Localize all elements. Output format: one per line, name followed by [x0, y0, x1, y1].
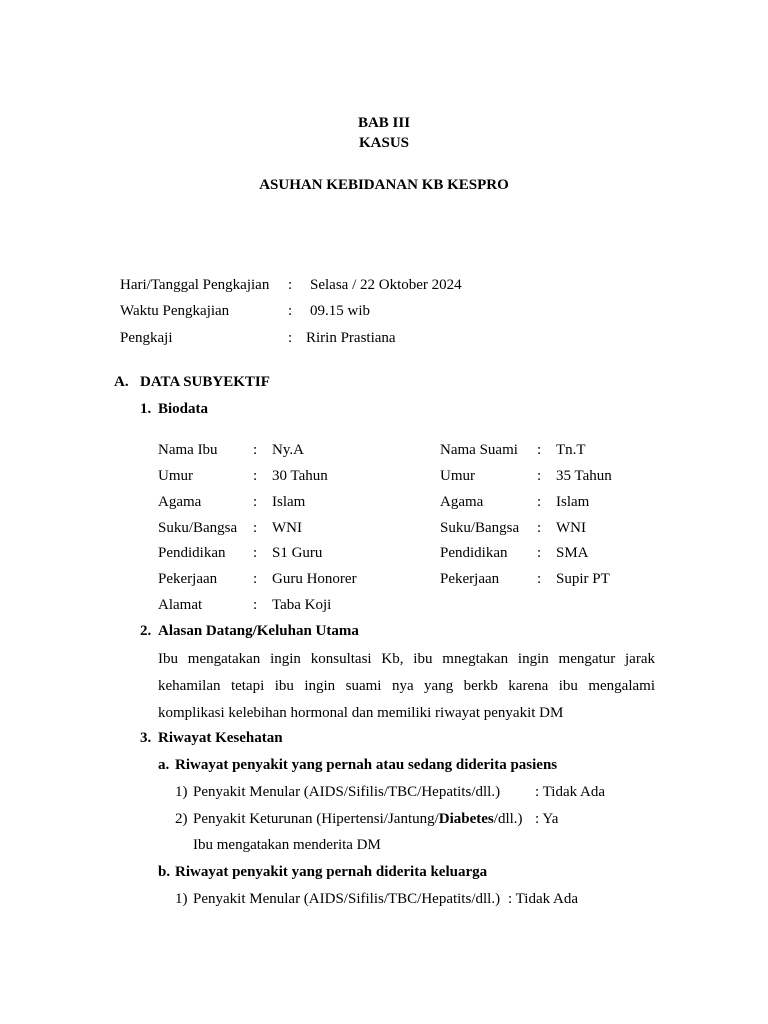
history-b-marker: b.	[158, 864, 171, 880]
husband-religion-label: Agama	[440, 494, 484, 510]
history-b-item1-answer: : Tidak Ada	[508, 891, 579, 907]
history-a-item2-text-bold: Diabetes	[438, 811, 494, 827]
wife-address-value: Taba Koji	[272, 597, 332, 613]
wife-age-label: Umur	[158, 468, 193, 484]
assessment-time-colon: :	[288, 303, 293, 319]
husband-education-label: Pendidikan	[440, 545, 508, 561]
husband-occupation-colon: :	[537, 571, 542, 587]
wife-occupation-label: Pekerjaan	[158, 571, 218, 587]
wife-address-colon: :	[253, 597, 258, 613]
wife-name-label: Nama Ibu	[158, 442, 218, 458]
husband-religion-value: Islam	[556, 494, 590, 510]
wife-education-colon: :	[253, 545, 258, 561]
husband-name-label: Nama Suami	[440, 442, 518, 458]
wife-religion-value: Islam	[272, 494, 306, 510]
wife-occupation-colon: :	[253, 571, 258, 587]
assessment-date-value: Selasa / 22 Oktober 2024	[310, 277, 462, 293]
wife-age-value: 30 Tahun	[272, 468, 328, 484]
history-a-item2-answer: : Ya	[535, 811, 559, 827]
husband-education-value: SMA	[556, 545, 589, 561]
wife-religion-colon: :	[253, 494, 258, 510]
wife-religion-label: Agama	[158, 494, 202, 510]
wife-education-label: Pendidikan	[158, 545, 226, 561]
history-b-title: Riwayat penyakit yang pernah diderita keluarga	[175, 864, 488, 880]
wife-address-label: Alamat	[158, 597, 203, 613]
complaint-number: 2.	[140, 623, 152, 639]
husband-occupation-label: Pekerjaan	[440, 571, 500, 587]
assessor-value: Ririn Prastiana	[306, 330, 396, 346]
husband-age-label: Umur	[440, 468, 475, 484]
history-b-item1-text: Penyakit Menular (AIDS/Sifilis/TBC/Hepatits/dll.)	[193, 891, 501, 907]
husband-religion-colon: :	[537, 494, 542, 510]
husband-name-colon: :	[537, 442, 542, 458]
health-history-title: Riwayat Kesehatan	[158, 730, 283, 746]
wife-name-colon: :	[253, 442, 258, 458]
assessment-date-colon: :	[288, 277, 293, 293]
history-b-item1-number: 1)	[175, 891, 188, 907]
health-history-number: 3.	[140, 730, 152, 746]
husband-occupation-value: Supir PT	[556, 571, 610, 587]
history-a-item2-number: 2)	[175, 811, 188, 827]
assessment-date-label: Hari/Tanggal Pengkajian	[120, 277, 270, 293]
husband-ethnicity-colon: :	[537, 520, 542, 536]
chapter-title: KASUS	[358, 135, 410, 151]
history-a-item2-note: Ibu mengatakan menderita DM	[193, 837, 381, 853]
wife-ethnicity-value: WNI	[272, 520, 302, 536]
complaint-paragraph: Ibu mengatakan ingin konsultasi Kb, ibu mnegtakan ingin mengatur jarak kehamilan tetapi ibu ingin suami nya yang berkb karena ibu mengalami komplikasi kelebihan hormonal dan memiliki riwayat penyakit DM	[158, 651, 655, 721]
wife-name-value: Ny.A	[272, 442, 304, 458]
history-a-item2-text-pre: Penyakit Keturunan (Hipertensi/Jantung/	[193, 811, 439, 827]
assessor-label: Pengkaji	[120, 330, 173, 346]
assessment-time-label: Waktu Pengkajian	[120, 303, 230, 319]
wife-ethnicity-label: Suku/Bangsa	[158, 520, 238, 536]
history-a-item2-text	[193, 810, 523, 828]
wife-age-colon: :	[253, 468, 258, 484]
assessor-colon: :	[288, 330, 293, 346]
chapter-heading: BAB III	[357, 115, 411, 131]
history-a-item1-answer: : Tidak Ada	[535, 784, 606, 800]
wife-ethnicity-colon: :	[253, 520, 258, 536]
complaint-title: Alasan Datang/Keluhan Utama	[158, 623, 359, 639]
biodata-title: Biodata	[158, 401, 209, 417]
husband-name-value: Tn.T	[556, 442, 586, 458]
section-a-marker: A.	[114, 374, 129, 390]
section-a-title: DATA SUBYEKTIF	[140, 374, 270, 390]
document-title: ASUHAN KEBIDANAN KB KESPRO	[259, 177, 509, 193]
husband-age-colon: :	[537, 468, 542, 484]
husband-ethnicity-value: WNI	[556, 520, 586, 536]
history-a-item2-text-post: /dll.)	[493, 811, 523, 827]
biodata-number: 1.	[140, 401, 152, 417]
history-a-title: Riwayat penyakit yang pernah atau sedang diderita pasiens	[175, 757, 558, 773]
wife-education-value: S1 Guru	[272, 545, 323, 561]
history-a-marker: a.	[158, 757, 170, 773]
husband-ethnicity-label: Suku/Bangsa	[440, 520, 520, 536]
husband-education-colon: :	[537, 545, 542, 561]
history-a-item1-text: Penyakit Menular (AIDS/Sifilis/TBC/Hepatits/dll.)	[193, 784, 501, 800]
assessment-time-value: 09.15 wib	[310, 303, 370, 319]
wife-occupation-value: Guru Honorer	[272, 571, 357, 587]
husband-age-value: 35 Tahun	[556, 468, 612, 484]
history-a-item1-number: 1)	[175, 784, 188, 800]
